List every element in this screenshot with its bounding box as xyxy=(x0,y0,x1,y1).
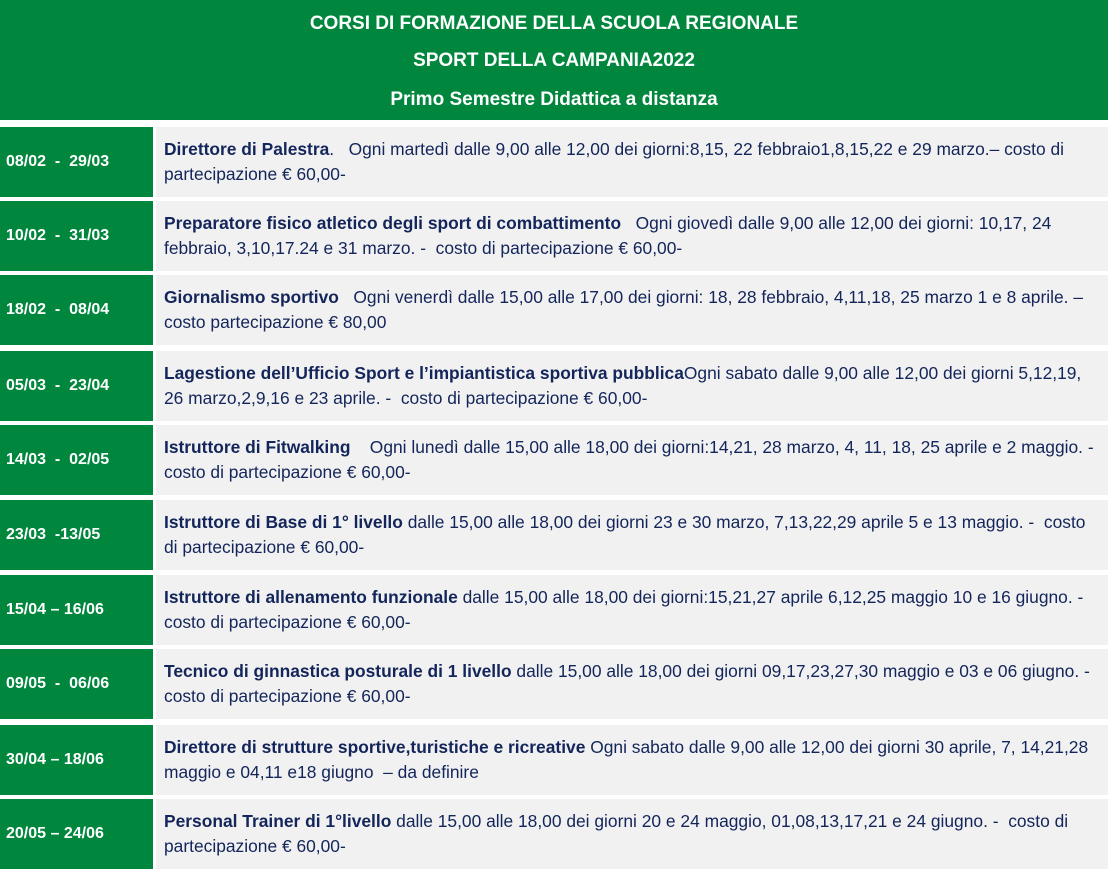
course-detail: dalle 15,00 alle 18,00 dei giorni:15,21,27 aprile 6,12,25 maggio 10 e 16 giugno. - costo di partecipazione € 60,00- xyxy=(164,587,1093,632)
header-title-line2: SPORT DELLA CAMPANIA2022 xyxy=(413,50,695,71)
course-detail: Ogni sabato dalle 9,00 alle 12,00 dei giorni 30 aprile, 7, 14,21,28 maggio e 04,11 e18 giugno – da definire xyxy=(164,737,1093,782)
course-title: Personal Trainer di 1°livello xyxy=(164,811,392,831)
course-detail: dalle 15,00 alle 18,00 dei giorni 09,17,23,27,30 maggio e 03 e 06 giugno. - costo di partecipazione € 60,00- xyxy=(164,661,1100,706)
course-dates: 23/03 -13/05 xyxy=(0,500,153,570)
course-row xyxy=(0,275,1108,345)
course-dates: 18/02 - 08/04 xyxy=(0,275,153,345)
course-detail: . Ogni martedì dalle 9,00 alle 12,00 dei giorni:8,15, 22 febbraio1,8,15,22 e 29 marzo.– costo di partecipazione € 60,00- xyxy=(164,139,1069,184)
header-title-line1: CORSI DI FORMAZIONE DELLA SCUOLA REGIONALE xyxy=(309,13,799,34)
course-title: Lagestione dell’Ufficio Sport e l’impiantistica sportiva pubblica xyxy=(164,363,684,383)
course-dates: 30/04 – 18/06 xyxy=(0,725,153,795)
course-description xyxy=(156,649,1108,719)
course-description xyxy=(156,500,1108,570)
course-dates: 05/03 - 23/04 xyxy=(0,351,153,421)
course-row xyxy=(0,127,1108,197)
course-detail: Ogni giovedì dalle 9,00 alle 12,00 dei giorni: 10,17, 24 febbraio, 3,10,17.24 e 31 marzo. - costo di partecipazione € 60,00- xyxy=(164,213,1057,258)
course-description xyxy=(156,351,1108,421)
course-title: Istruttore di Base di 1° livello xyxy=(164,512,403,532)
course-detail: dalle 15,00 alle 18,00 dei giorni 23 e 30 marzo, 7,13,22,29 aprile 5 e 13 maggio. - costo di partecipazione € 60,00- xyxy=(164,512,1091,557)
course-dates: 20/05 – 24/06 xyxy=(0,799,153,869)
course-description xyxy=(156,275,1108,345)
course-row xyxy=(0,649,1108,719)
header-subtitle: Primo Semestre Didattica a distanza xyxy=(390,89,718,110)
course-description xyxy=(156,799,1108,869)
course-description xyxy=(156,127,1108,197)
course-detail: dalle 15,00 alle 18,00 dei giorni 20 e 24 maggio, 01,08,13,17,21 e 24 giugno. - costo di partecipazione € 60,00- xyxy=(164,811,1073,856)
course-dates: 14/03 - 02/05 xyxy=(0,425,153,495)
course-dates: 09/05 - 06/06 xyxy=(0,649,153,719)
course-detail: Ogni lunedì dalle 15,00 alle 18,00 dei giorni:14,21, 28 marzo, 4, 11, 18, 25 aprile e 2 maggio. - costo di partecipazione € 60,00- xyxy=(164,437,1104,482)
course-description xyxy=(156,201,1108,271)
course-description xyxy=(156,425,1108,495)
course-title: Preparatore fisico atletico degli sport di combattimento xyxy=(164,213,622,233)
course-title: Istruttore di Fitwalking xyxy=(164,437,351,457)
course-row xyxy=(0,799,1108,869)
course-row xyxy=(0,500,1108,570)
course-dates: 08/02 - 29/03 xyxy=(0,127,153,197)
course-description xyxy=(156,575,1108,645)
course-row xyxy=(0,425,1108,495)
course-title: Tecnico di ginnastica posturale di 1 livello xyxy=(164,661,512,681)
course-title: Giornalismo sportivo xyxy=(164,287,339,307)
course-row xyxy=(0,351,1108,421)
course-row xyxy=(0,575,1108,645)
course-dates: 15/04 – 16/06 xyxy=(0,575,153,645)
course-dates: 10/02 - 31/03 xyxy=(0,201,153,271)
course-row xyxy=(0,725,1108,795)
course-detail: Ogni venerdì dalle 15,00 alle 17,00 dei giorni: 18, 28 febbraio, 4,11,18, 25 marzo 1 e 8 aprile. – costo partecipazione € 80,00 xyxy=(164,287,1088,332)
course-title: Istruttore di allenamento funzionale xyxy=(164,587,458,607)
course-detail: Ogni sabato dalle 9,00 alle 12,00 dei giorni 5,12,19, 26 marzo,2,9,16 e 23 aprile. - costo di partecipazione € 60,00- xyxy=(164,363,1087,408)
course-title: Direttore di Palestra xyxy=(164,139,330,159)
course-title: Direttore di strutture sportive,turistiche e ricreative xyxy=(164,737,586,757)
course-row xyxy=(0,201,1108,271)
course-description xyxy=(156,725,1108,795)
header-banner xyxy=(0,0,1108,120)
